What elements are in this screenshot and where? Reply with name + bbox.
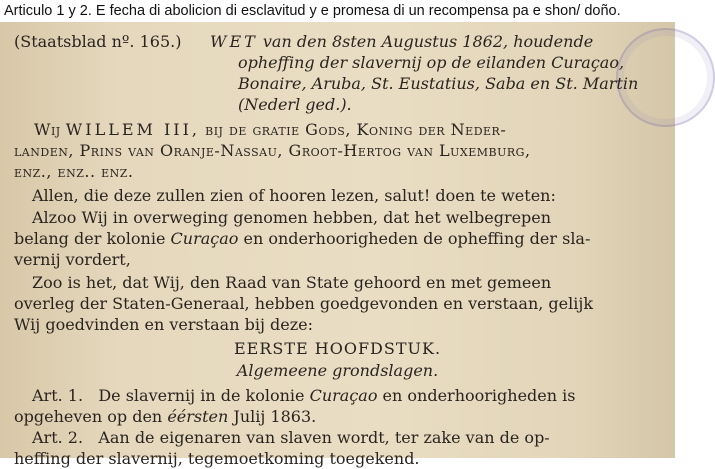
chapter-heading: EERSTE HOOFDSTUK. — [233, 339, 442, 358]
wet-word: WET — [210, 32, 258, 51]
curacao-word: Curaçao — [170, 229, 239, 248]
source-reference: (Staatsblad nº. 165.) — [14, 32, 182, 51]
chapter-subheading: Algemeene grondslagen. — [236, 361, 439, 380]
law-title-line-3: Bonaire, Aruba, St. Eustatius, Saba en St. Martin — [238, 74, 639, 93]
resolution-line-3: Wij goedvinden en verstaan bij deze: — [14, 315, 314, 334]
preamble-line-3: enz., enz.. enz. — [14, 162, 134, 181]
law-title-line-2: opheffing der slavernij op de eilanden Curaçao, — [238, 53, 625, 72]
article-2-line-1: Art. 2. Aan de eigenaren van slaven wordt, ter zake van de op- — [32, 428, 550, 447]
article-1-line-2 — [14, 407, 316, 427]
article-1-text-b: en onderhoorigheden is — [382, 386, 576, 405]
law-title-line-1 — [210, 32, 593, 52]
wij-word: Wij — [34, 120, 61, 139]
houdende-word: houdende — [513, 32, 594, 51]
preamble-line-2: landen, Prins van Oranje-Nassau, Groot-Hertog van Luxemburg, — [14, 141, 531, 160]
article-1-text-a: Art. 1. De slavernij in de kolonie — [32, 386, 305, 405]
king-titles: bij de gratie Gods, Koning der Neder- — [205, 120, 507, 139]
consideration-line-2 — [14, 229, 590, 249]
consideration-line-3: vernij vordert, — [14, 250, 131, 269]
consideration-line-1: Alzoo Wij in overweging genomen hebben, dat het welbegrepen — [32, 208, 552, 227]
article-1-date-b: Julij 1863. — [233, 407, 317, 426]
consideration-text-a: belang der kolonie — [14, 229, 166, 248]
resolution-line-1: Zoo is het, dat Wij, den Raad van State gehoord en met gemeen — [32, 273, 552, 292]
law-title-line-4: (Nederl ged.). — [238, 95, 352, 114]
preamble-line-1 — [34, 120, 506, 140]
law-date: van den 8sten Augustus 1862, — [262, 32, 509, 51]
consideration-text-b: en onderhoorigheden de opheffing der sla- — [243, 229, 591, 248]
article-1-eersten: éérsten — [167, 407, 229, 426]
article-2-line-2: heffing der slavernij, tegemoetkoming toegekend. — [14, 449, 420, 468]
resolution-line-2: overleg der Staten-Generaal, hebben goedgevonden en verstaan, gelijk — [14, 294, 594, 313]
greeting-line: Allen, die deze zullen zien of hooren lezen, salut! doen te weten: — [32, 186, 556, 205]
image-caption: Articulo 1 y 2. E fecha di abolicion di esclavitud y e promesa di un recompensa pa e shon/ doño. — [0, 0, 679, 22]
king-name: WILLEM III, — [65, 120, 201, 139]
article-1-date-a: opgeheven op den — [14, 407, 163, 426]
article-1-curacao: Curaçao — [309, 386, 378, 405]
document-scan — [0, 22, 675, 468]
article-1-line-1 — [32, 386, 575, 406]
